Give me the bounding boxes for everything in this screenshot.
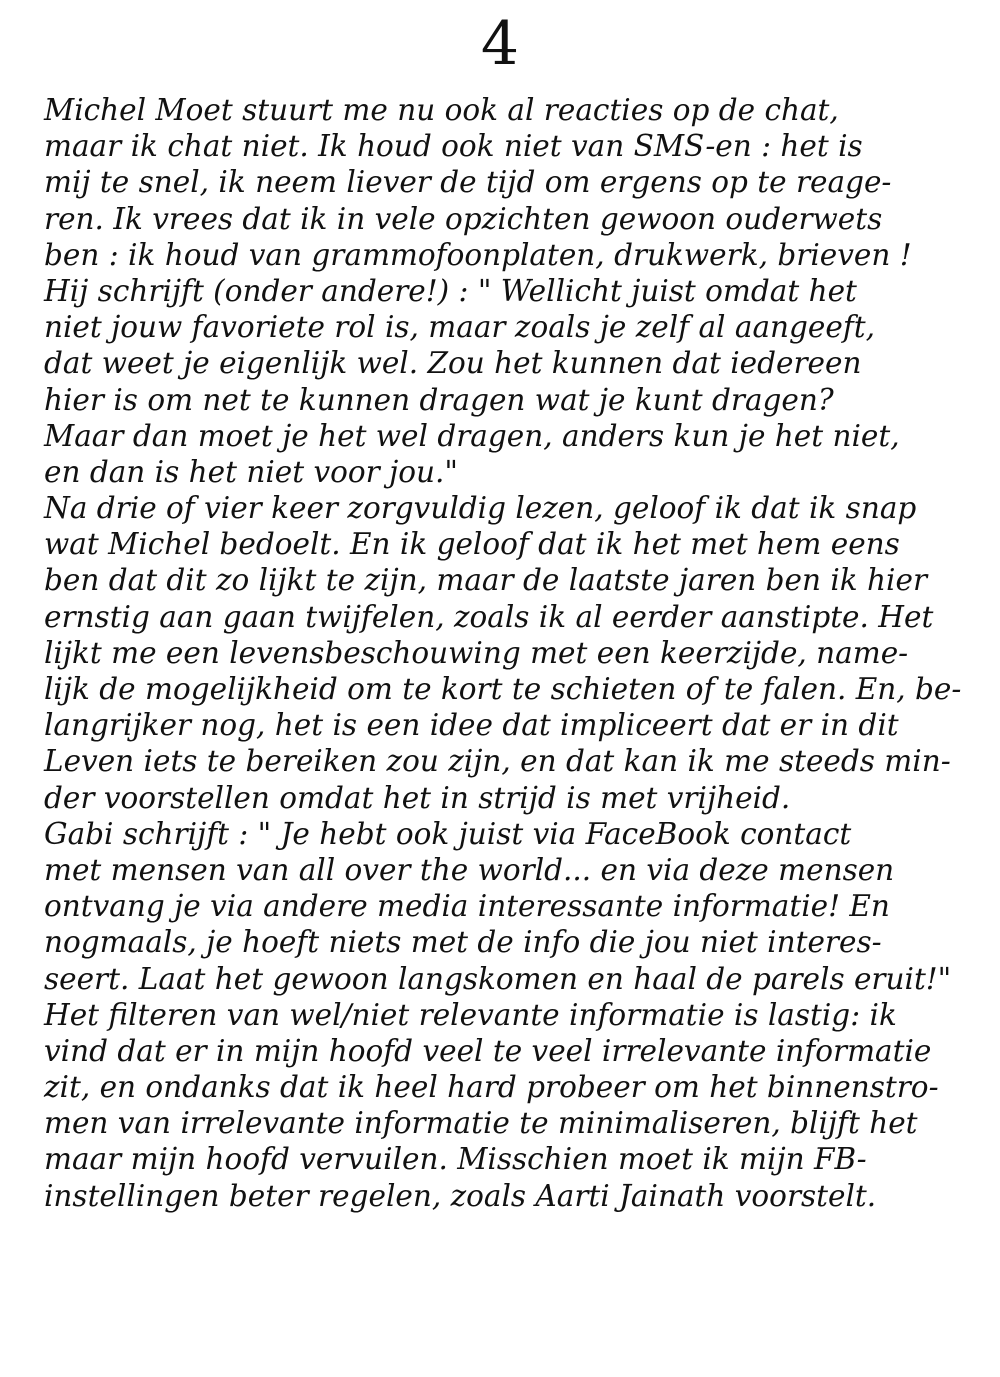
text-line-20: der voorstellen omdat het in strijd is met vrijheid.	[44, 780, 791, 815]
text-line-29: men van irrelevante informatie te minimaliseren, blijft het	[44, 1106, 918, 1141]
text-line-28: zit, en ondanks dat ik heel hard probeer om het binnenstro-	[44, 1070, 939, 1105]
text-line-30: maar mijn hoofd vervuilen. Misschien moet ik mijn FB-	[44, 1142, 867, 1177]
text-line-18: langrijker nog, het is een idee dat impliceert dat er in dit	[44, 708, 899, 743]
text-line-1: Michel Moet stuurt me nu ook al reacties op de chat,	[44, 93, 839, 127]
text-line-15: ernstig aan gaan twijfelen, zoals ik al eerder aanstipte. Het	[44, 599, 934, 634]
text-line-27: vind dat er in mijn hoofd veel te veel irrelevante informatie	[44, 1033, 932, 1068]
text-line-25: seert. Laat het gewoon langskomen en haal de parels eruit!"	[44, 961, 952, 996]
text-line-31: instellingen beter regelen, zoals Aarti Jainath voorstelt.	[44, 1178, 877, 1213]
text-line-13: wat Michel bedoelt. En ik geloof dat ik het met hem eens	[44, 527, 900, 562]
text-line-22: met mensen van all over the world... en via deze mensen	[44, 852, 895, 887]
handwritten-text	[44, 92, 964, 1214]
text-line-8: dat weet je eigenlijk wel. Zou het kunnen dat iedereen	[44, 346, 862, 381]
text-line-9: hier is om net te kunnen dragen wat je kunt dragen?	[44, 382, 834, 417]
text-line-4: ren. Ik vrees dat ik in vele opzichten gewoon ouderwets	[44, 201, 883, 236]
text-line-12: Na drie of vier keer zorgvuldig lezen, geloof ik dat ik snap	[44, 491, 917, 526]
text-line-3: mij te snel, ik neem liever de tijd om ergens op te reage-	[44, 165, 892, 200]
text-line-7: niet jouw favoriete rol is, maar zoals je zelf al aangeeft,	[44, 310, 875, 345]
text-line-21: Gabi schrijft : " Je hebt ook juist via FaceBook contact	[44, 816, 852, 851]
text-line-2: maar ik chat niet. Ik houd ook niet van SMS-en : het is	[44, 129, 863, 164]
text-line-17: lijk de mogelijkheid om te kort te schieten of te falen. En, be-	[44, 672, 962, 706]
text-line-19: Leven iets te bereiken zou zijn, en dat kan ik me steeds min-	[44, 744, 951, 779]
text-line-6: Hij schrijft (onder andere!) : " Wellicht juist omdat het	[44, 273, 857, 308]
text-line-16: lijkt me een levensbeschouwing met een keerzijde, name-	[44, 635, 909, 670]
text-line-26: Het filteren van wel/niet relevante informatie is lastig: ik	[44, 997, 897, 1032]
text-line-11: en dan is het niet voor jou."	[44, 454, 458, 489]
text-line-23: ontvang je via andere media interessante informatie! En	[44, 889, 890, 924]
text-line-24: nogmaals, je hoeft niets met de info die jou niet interes-	[44, 925, 882, 960]
text-line-10: Maar dan moet je het wel dragen, anders kun je het niet,	[44, 418, 900, 453]
page-number: 4	[480, 9, 520, 79]
text-line-5: ben : ik houd van grammofoonplaten, drukwerk, brieven !	[44, 237, 912, 272]
text-line-14: ben dat dit zo lijkt te zijn, maar de laatste jaren ben ik hier	[44, 563, 928, 598]
